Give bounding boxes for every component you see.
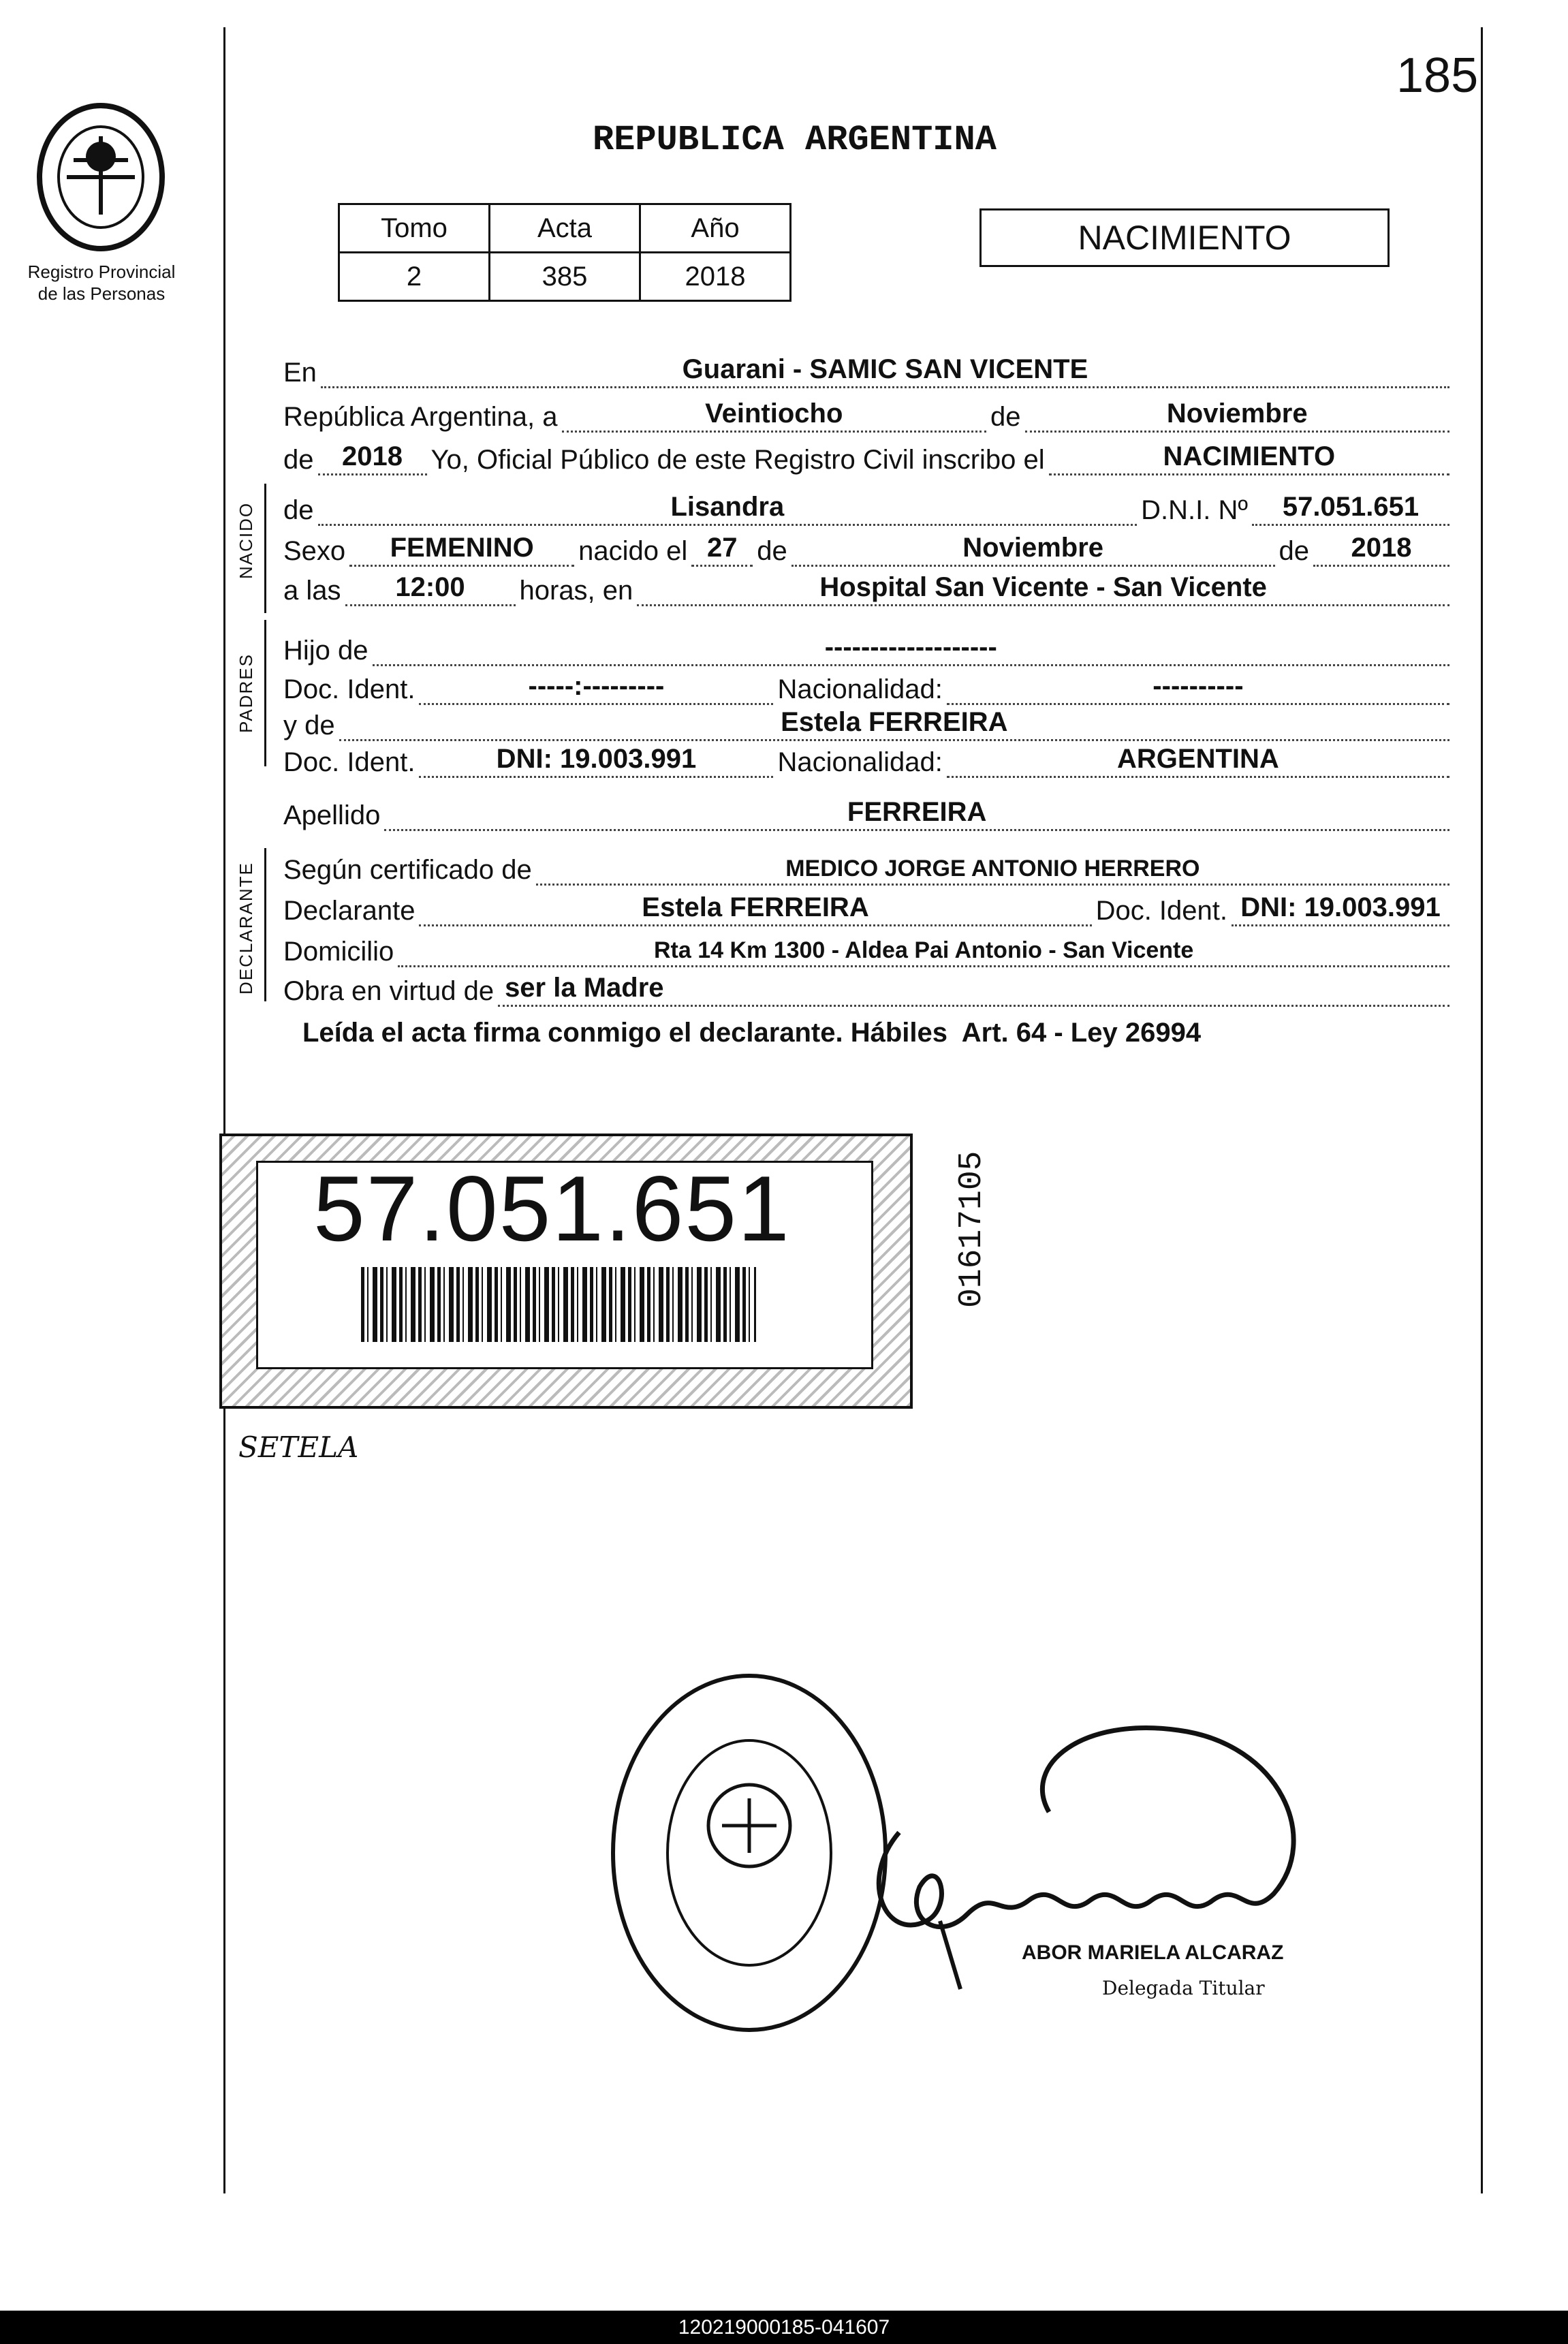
- mother-value: Estela FERREIRA: [781, 707, 1008, 737]
- father-value: -------------------: [824, 632, 997, 662]
- de-label: de: [757, 536, 787, 566]
- declarante-row-3: [283, 926, 1454, 967]
- padres-row-1: [283, 625, 1454, 666]
- declarante-value: Estela FERREIRA: [642, 892, 869, 922]
- declarante-label: Declarante: [283, 896, 415, 926]
- a-las-label: a las: [283, 576, 341, 606]
- declarante-row-2: [283, 886, 1454, 926]
- sexo-value: FEMENINO: [390, 533, 534, 563]
- doc-label: Doc. Ident.: [1095, 896, 1227, 926]
- intro-row-3: [283, 435, 1454, 475]
- year-value: 2018: [1351, 533, 1412, 563]
- year-value: 2018: [342, 441, 403, 471]
- intro-row-1: [283, 347, 1454, 388]
- officer-text: Yo, Oficial Público de este Registro Civil inscribo el: [430, 445, 1045, 475]
- province-seal-icon: [33, 95, 169, 252]
- apellido-value: FERREIRA: [847, 797, 987, 827]
- agency-name-line2: de las Personas: [37, 283, 166, 304]
- register-table: [338, 203, 791, 302]
- cert-label: Según certificado de: [283, 855, 532, 885]
- de-label: de: [283, 495, 314, 525]
- doc-value: DNI: 19.003.991: [496, 744, 697, 774]
- hijo-label: Hijo de: [283, 636, 369, 666]
- padres-row-3: [283, 700, 1454, 741]
- nacionalidad-value: ARGENTINA: [1117, 744, 1279, 774]
- obra-label: Obra en virtud de: [283, 976, 495, 1006]
- declarante-row-1: [283, 845, 1454, 886]
- apellido-label: Apellido: [283, 800, 381, 830]
- padres-row-4: [283, 737, 1454, 778]
- table-cell: 385: [490, 253, 640, 301]
- table-header: Año: [640, 204, 791, 253]
- official-stamp-icon: [606, 1669, 892, 2040]
- hour-value: 12:00: [395, 572, 465, 602]
- day-words: Veintiocho: [705, 399, 843, 428]
- month-value: Noviembre: [1166, 399, 1308, 428]
- doc-label: Doc. Ident.: [283, 674, 415, 704]
- birth-place: Hospital San Vicente - San Vicente: [819, 572, 1267, 602]
- child-name: Lisandra: [670, 492, 785, 522]
- doc-value: -----:---------: [528, 671, 665, 701]
- en-label: En: [283, 358, 317, 388]
- footer-bar: [0, 2311, 1568, 2344]
- nacionalidad-value: ----------: [1153, 671, 1244, 701]
- apellido-row: [283, 790, 1454, 831]
- sticker-serial: 01617105: [954, 1151, 990, 1308]
- doc-label: Doc. Ident.: [283, 747, 415, 777]
- left-margin-rule: [223, 27, 225, 2193]
- act-value: NACIMIENTO: [1163, 441, 1336, 471]
- handwritten-note: SETELA: [238, 1431, 359, 1464]
- signatory-name: ABOR MARIELA ALCARAZ: [1022, 1941, 1284, 1964]
- horas-label: horas, en: [519, 576, 633, 606]
- nacido-label: nacido el: [578, 536, 688, 566]
- table-cell: 2: [339, 253, 490, 301]
- section-rule: [264, 620, 266, 766]
- obra-value: ser la Madre: [505, 973, 664, 1003]
- table-header: Acta: [490, 204, 640, 253]
- agency-name-line1: Registro Provincial: [27, 262, 176, 282]
- right-margin-rule: [1481, 27, 1483, 2193]
- page-number: 185: [1396, 48, 1479, 103]
- de-label: de: [283, 445, 314, 475]
- section-label-nacido: NACIDO: [236, 501, 256, 579]
- nacionalidad-label: Nacionalidad:: [777, 674, 943, 704]
- dni-label: D.N.I. Nº: [1141, 495, 1248, 525]
- domicilio-value: Rta 14 Km 1300 - Aldea Pai Antonio - San Vicente: [653, 937, 1194, 963]
- padres-row-2: [283, 664, 1454, 705]
- de-label: de: [990, 402, 1021, 432]
- record-type-box: NACIMIENTO: [979, 208, 1390, 267]
- barcode-icon: [361, 1267, 756, 1342]
- nacido-row-3: [283, 565, 1454, 606]
- dni-value: 57.051.651: [1282, 492, 1420, 522]
- section-label-declarante: DECLARANTE: [236, 862, 256, 995]
- sexo-label: Sexo: [283, 536, 346, 566]
- country-label: República Argentina, a: [283, 402, 558, 432]
- day-value: 27: [707, 533, 738, 563]
- table-header: Tomo: [339, 204, 490, 253]
- domicilio-label: Domicilio: [283, 937, 394, 967]
- page-title: REPUBLICA ARGENTINA: [593, 120, 997, 160]
- intro-row-2: [283, 392, 1454, 433]
- de-label: de: [1279, 536, 1309, 566]
- yde-label: y de: [283, 710, 335, 740]
- signatory-title: Delegada Titular: [1102, 1977, 1265, 1999]
- month-value: Noviembre: [962, 533, 1104, 563]
- cert-value: MEDICO JORGE ANTONIO HERRERO: [785, 856, 1200, 881]
- doc-value: DNI: 19.003.991: [1240, 892, 1441, 922]
- nacido-row-2: [283, 526, 1454, 567]
- section-label-padres: PADRES: [236, 653, 256, 733]
- nacionalidad-label: Nacionalidad:: [777, 747, 943, 777]
- footer-code: 120219000185-041607: [678, 2316, 890, 2339]
- table-cell: 2018: [640, 253, 791, 301]
- nacido-row-1: [283, 485, 1454, 526]
- place-value: Guarani - SAMIC SAN VICENTE: [682, 354, 1088, 384]
- id-number: 57.051.651: [313, 1157, 791, 1260]
- closing-statement: Leída el acta firma conmigo el declarante. Hábiles Art. 64 - Ley 26994: [302, 1018, 1202, 1048]
- declarante-row-4: [283, 966, 1454, 1007]
- section-rule: [264, 848, 266, 1001]
- section-rule: [264, 484, 266, 613]
